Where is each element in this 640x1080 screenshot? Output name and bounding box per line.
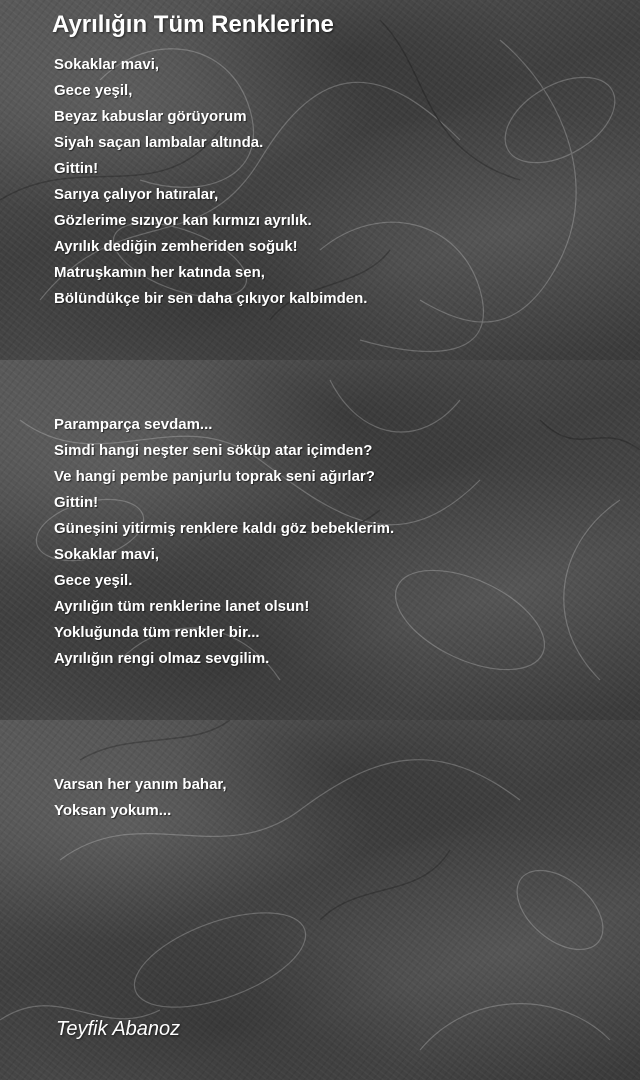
poem-line: Ve hangi pembe panjurlu toprak seni ağırlar? bbox=[54, 468, 375, 485]
poem-author: Teyfik Abanoz bbox=[56, 1018, 181, 1040]
poem-line: Yokluğunda tüm renkler bir... bbox=[54, 624, 260, 641]
poem-line: Ayrılığın tüm renklerine lanet olsun! bbox=[54, 598, 310, 615]
poem-title: Ayrılığın Tüm Renklerine bbox=[52, 11, 334, 38]
stanza-2 bbox=[54, 412, 394, 672]
poem-line: Gittin! bbox=[54, 160, 99, 177]
poem-line: Matruşkamın her katında sen, bbox=[54, 264, 265, 281]
poem-line: Beyaz kabuslar görüyorum bbox=[54, 108, 247, 125]
poem-line: Paramparça sevdam... bbox=[54, 416, 213, 433]
poem-line: Yoksan yokum... bbox=[54, 802, 172, 819]
poem-panel-1 bbox=[0, 0, 640, 360]
poem-line: Siyah saçan lambalar altında. bbox=[54, 134, 264, 151]
poem-line: Varsan her yanım bahar, bbox=[54, 776, 227, 793]
poem-line: Sokaklar mavi, bbox=[54, 546, 160, 563]
poem-line: Simdi hangi neşter seni söküp atar içimden? bbox=[54, 442, 373, 459]
poem-line: Gözlerime sızıyor kan kırmızı ayrılık. bbox=[54, 212, 312, 229]
stanza-1 bbox=[54, 52, 367, 312]
poem-line: Sarıya çalıyor hatıralar, bbox=[54, 186, 219, 203]
poem-line: Gece yeşil. bbox=[54, 572, 133, 589]
stanza-3 bbox=[54, 772, 227, 824]
poem-line: Gittin! bbox=[54, 494, 99, 511]
poem-panel-2 bbox=[0, 360, 640, 720]
poem-panel-3 bbox=[0, 720, 640, 1080]
poem-line: Ayrılığın rengi olmaz sevgilim. bbox=[54, 650, 270, 667]
poem-line: Gece yeşil, bbox=[54, 82, 133, 99]
poem-line: Bölündükçe bir sen daha çıkıyor kalbimden. bbox=[54, 290, 368, 307]
poem-line: Güneşini yitirmiş renklere kaldı göz bebeklerim. bbox=[54, 520, 395, 537]
poem-line: Ayrılık dediğin zemheriden soğuk! bbox=[54, 238, 298, 255]
poem-line: Sokaklar mavi, bbox=[54, 56, 160, 73]
